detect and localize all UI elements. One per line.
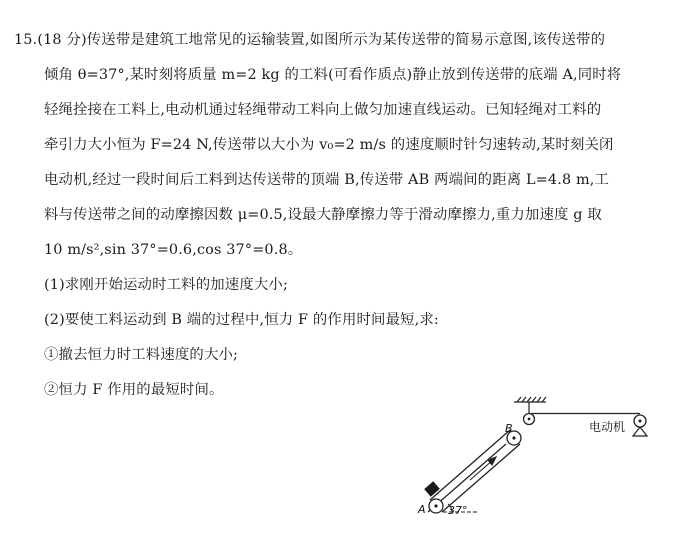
pulley-a xyxy=(429,499,443,513)
question-1: (1)求刚开始运动时工料的加速度大小; xyxy=(44,277,288,293)
problem-line-7: 10 m/s²,sin 37°=0.6,cos 37°=0.8。 xyxy=(44,242,303,258)
motor-icon xyxy=(633,415,647,436)
question-2: (2)要使工料运动到 B 端的过程中,恒力 F 的作用时间最短,求: xyxy=(44,312,439,328)
question-2-part-2: ②恒力 F 作用的最短时间。 xyxy=(44,382,224,398)
problem-line-4: 牵引力大小恒为 F=24 N,传送带以大小为 v₀=2 m/s 的速度顺时针匀速转动,某时刻关闭 xyxy=(44,137,614,153)
problem-line-3: 轻绳拴接在工料上,电动机通过轻绳带动工料向上做匀加速直线运动。已知轻绳对工料的 xyxy=(44,102,602,118)
label-b: B xyxy=(505,422,513,435)
label-a: A xyxy=(418,503,426,516)
problem-line-1: 15.(18 分)传送带是建筑工地常见的运输装置,如图所示为某传送带的简易示意图,该传送带的 xyxy=(14,32,606,48)
top-pulley xyxy=(524,414,535,425)
ceiling-support xyxy=(514,397,546,414)
conveyor-belt xyxy=(428,430,520,512)
problem-line-2: 倾角 θ=37°,某时刻将质量 m=2 kg 的工料(可看作质点)静止放到传送带的底端 A,同时将 xyxy=(44,67,622,83)
angle-label: 37° xyxy=(448,504,468,517)
question-2-part-1: ①撤去恒力时工料速度的大小; xyxy=(44,347,239,363)
workpiece-block xyxy=(424,481,440,496)
problem-line-6: 料与传送带之间的动摩擦因数 μ=0.5,设最大静摩擦力等于滑动摩擦力,重力加速度 g 取 xyxy=(44,207,602,223)
motor-label: 电动机 xyxy=(589,420,626,434)
problem-line-5: 电动机,经过一段时间后工料到达传送带的顶端 B,传送带 AB 两端间的距离 L=4.8 m,工 xyxy=(44,172,610,188)
